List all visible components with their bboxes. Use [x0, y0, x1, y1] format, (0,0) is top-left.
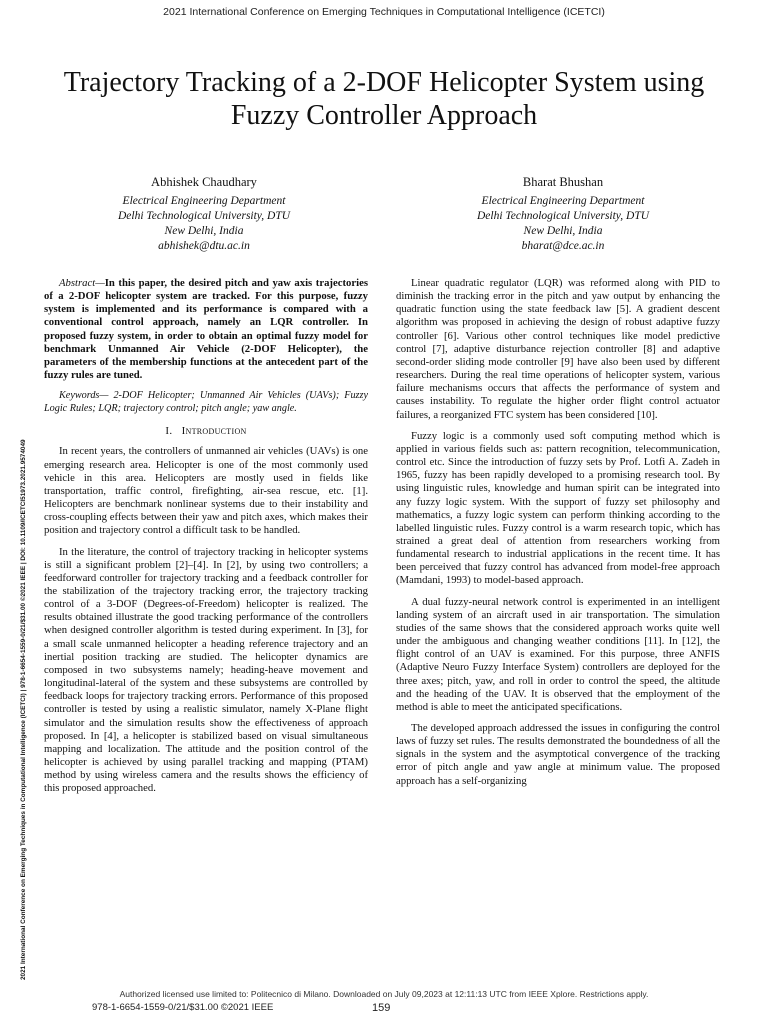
left-column: [44, 277, 368, 803]
paragraph: Linear quadratic regulator (LQR) was reformed along with PID to diminish the tracking error in the pitch and yaw output by enhancing the quadratic function using the state feedback law [5]. A gradient descent algorithm was proposed in achieving the design of robust adaptive fuzzy controller [6]. Various other control techniques like model predictive control [7], adaptive disturbance rejection controller [8] and adaptive second-order sliding mode controller [9] have also been used by different researchers. During the real time operations of helicopter system, various failure mechanisms occurs that affects the performance of system and causes instability. To regulate the higher order flight control actuator failures, a reorganized FTC system has been considered [10].: [396, 277, 720, 421]
doi-sidebar: 2021 International Conference on Emerging Techniques in Computational Intelligence (ICETCI) | 978-1-6654-1559-0/21/$31.00 ©2021 IEEE | DOI: 10.1109/ICETCI51973.2021.9574049: [20, 439, 27, 980]
section-title: Introduction: [181, 425, 247, 438]
abstract: [44, 277, 368, 382]
abstract-text: In this paper, the desired pitch and yaw axis trajectories of a 2-DOF helicopter system are tracked. For this purpose, fuzzy system is implemented and its performance is compared with a conventional control approach, namely an LQR controller. In proposed fuzzy system, in order to obtain an optimal fuzzy model for benchmark Unmanned Air Vehicle (2-DOF Helicopter), the parameters of the membership functions at the antecedent part of the fuzzy rules are tuned.: [44, 277, 368, 382]
author-location: New Delhi, India: [164, 225, 244, 237]
right-column: [396, 277, 720, 796]
conference-header: 2021 International Conference on Emerging Techniques in Computational Intelligence (ICETCI): [163, 6, 605, 18]
section-heading: [44, 425, 368, 438]
section-number: I.: [165, 425, 173, 438]
paragraph: A dual fuzzy-neural network control is experimented in an intelligent landing system of an aircraft used in air transportation. The simulation studies of the same shows that the considered approach works quite well under the ambiguous and changing weather conditions [11]. In [12], the flight control of an UAV is examined. For this purpose, three ANFIS (Adaptive Neuro Fuzzy Interface System) controllers are deployed for the three axes; pitch, yaw, and roll in order to control the speed, the altitude and the heading of the UAV. It is observed that the employment of the method is able to meet the anticipated specifications.: [396, 595, 720, 713]
keywords: Keywords— 2-DOF Helicopter; Unmanned Air Vehicles (UAVs); Fuzzy Logic Rules; LQR; trajectory control; pitch angle; yaw angle.: [44, 390, 368, 414]
author-email: abhishek@dtu.ac.in: [158, 240, 250, 252]
author-university: Delhi Technological University, DTU: [117, 210, 291, 222]
authorized-use-notice: Authorized licensed use limited to: Politecnico di Milano. Downloaded on July 09,2023 at 12:11:13 UTC from IEEE Xplore. Restrictions apply.: [119, 989, 649, 999]
author-name: Abhishek Chaudhary: [151, 175, 257, 189]
author-email: bharat@dce.ac.in: [521, 240, 605, 252]
paragraph: In recent years, the controllers of unmanned air vehicles (UAVs) is one emerging research area. Helicopter is one of the most commonly used vehicle in this area. Helicopters are mostly used in fields like transportation, traffic control, firefighting, air-sea rescue, etc. [1]. Helicopters are benchmark nonlinear systems due to their instability and cross-coupling effects between their yaw and pitch axes, which makes their position and trajectory control a difficult task to be handled.: [44, 445, 368, 537]
author-block: [54, 175, 354, 254]
footer-isbn: 978-1-6654-1559-0/21/$31.00 ©2021 IEEE: [92, 1002, 274, 1013]
author-department: Electrical Engineering Department: [481, 195, 645, 207]
author-university: Delhi Technological University, DTU: [476, 210, 650, 222]
page-number: 159: [372, 1002, 391, 1014]
author-block: [413, 175, 713, 254]
paragraph: Fuzzy logic is a commonly used soft computing method which is applied in various fields such as: pattern recognition, telecommunication, control etc. Since the introduction of fuzzy sets by Prof. Lotfi A. Zadeh in 1965, fuzzy has been rapidly developed to a promising research tool. By using linguistic rules, knowledge and human spirit can be integrated into any fuzzy logic system. With the support of fuzzy set philosophy and mathematics, a fuzzy logic system can perform thinking according to the labelled linguistic rules. Fuzzy control is a warm research topic, which has strained a great deal of attention from researchers working from fundamental research to industrial applications in the recent time. It has been perceived that fuzzy control has advanced from model-free approach (Mamdani, 1993) to model-based approach.: [396, 429, 720, 587]
author-department: Electrical Engineering Department: [122, 195, 286, 207]
paragraph: The developed approach addressed the issues in configuring the control laws of fuzzy set rules. The results demonstrated the boundedness of all the signals in the system and the asymptotical convergence of the tracking error of pitch angle and yaw angle at minimum value. The proposed approach has a self-organizing: [396, 722, 720, 787]
abstract-lead: Abstract—: [59, 277, 105, 289]
paper-title: Trajectory Tracking of a 2-DOF Helicopter System using Fuzzy Controller Approach: [63, 67, 705, 131]
author-name: Bharat Bhushan: [522, 175, 604, 189]
paragraph: In the literature, the control of trajectory tracking in helicopter systems is still a significant problem [2]–[4]. In [2], by using two controllers; a feedforward controller for trajectory tracking and a feedback controller for the stabilization of the trajectory tracking error, the trajectory tracking control of a 3-DOF (Degrees-of-Freedom) helicopter is realized. The results obtained illustrate the good tracking performance of the controllers when designed controller algorithm is tested during experiment. In [3], for a small scale unmanned helicopter a heading reference trajectory and an inertial position tracking are studied. The helicopter dynamics are composed in two subsystems namely; heading-heave movement and longitudinal-lateral of the system and these subsystems are controlled by feedback loops for trajectory tracking errors. Performance of this proposed controller is tested by using a realistic simulator, namely X-Plane flight simulator and the simulation results show the effectiveness of approach proposed. In [4], a helicopter is stabilized based on visual simultaneous mapping and localization. The attitude and the position control of the helicopter is achieved by using parallel tracking and mapping (PTAM) method by using wireless camera and the results shows the efficiency of this proposed approached.: [44, 545, 368, 795]
author-location: New Delhi, India: [523, 225, 603, 237]
